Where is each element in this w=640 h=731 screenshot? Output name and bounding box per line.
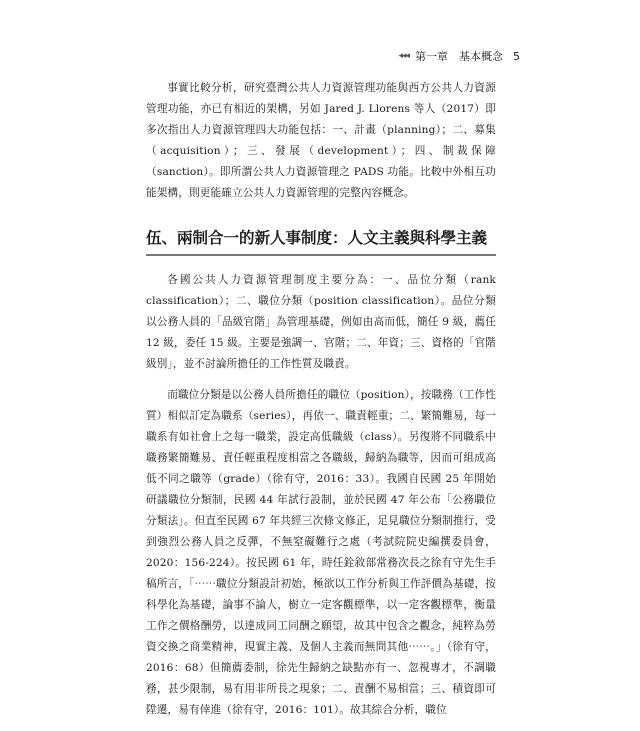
page-number: 5	[513, 49, 520, 63]
running-header	[398, 48, 520, 64]
intro-paragraph: 事實比較分析，研究臺灣公共人力資源管理功能與西方公共人力資源管理功能，亦已有相近的架構，另如 Jared J. Llorens 等人（2017）即多次指出人力資源管理四大功能包括：一、計畫（planning）；二、募集（acquisition）；三、發展（development）；四、制裁保障（sanction）。即所謂公共人力資源管理之 PADS 功能。比較中外相互功能架構，則更能確立公共人力資源管理的完整內容概念。	[146, 82, 496, 199]
body-paragraph-2: 而職位分類是以公務人員所擔任的職位（position），按職務（工作性質）相似訂定為職系（series），再依一、職責輕重；二、繁簡難易，每一職系有如社會上之每一職業，設定高低職級（class）。另復將不同職系中職務繁簡難易、責任輕重程度相當之各職級，歸納為職等，因而可組成高低不同之職等（grade）（徐有守，2016：33）。我國自民國 25 年開始研議職位分類制，民國 44 年試行設制，並於民國 47 年公布「公務職位分類法」。但直至民國 67 年共經三次條文修正，足見職位分類制推行，受到強烈公務人員之反彈，不無窒礙難行之處（考試院院史編撰委員會，2020：156-224）。按民國 61 年，時任銓敘部常務次長之徐有守先生手稿所言，「⋯⋯職位分類設計初始，極欲以工作分析與工作評價為基礎，按科學化為基礎，論事不論人，樹立一定客觀標準，以一定客觀標準，衡量工作之價格酬勞，以達成同工同酬之願望，故其中包含之觀念，純粹為勞資交換之商業精神，現實主義、及個人主義而無問其他⋯⋯。」（徐有守，2016：68）但簡薦委制，徐先生歸納之缺點亦有一、忽視專才，不調職務，甚少限制，易有用非所長之現象；二、責酬不易相當；三、積資即可陞遷，易有倖進（徐有守，2016：101）。故其綜合分析，職位	[146, 389, 496, 716]
page-body	[146, 78, 496, 731]
body-paragraph-1: 各國公共人力資源管理制度主要分為：一、品位分類（rank classification）；二、職位分類（position classification）。品位分類以公務人員的「品級官階」為管理基礎，例如由高而低，簡任 9 級，薦任 12 級，委任 15 級。主要是強調一、官階；二、年資；三、資格的「官階級別」，並不討論所擔任的工作性質及職責。	[146, 274, 496, 370]
triple-arrow-icon: ◂◂◂	[398, 51, 409, 61]
chapter-title: 第一章 基本概念	[415, 50, 503, 63]
section-heading: 伍、兩制合一的新人事制度：人文主義與科學主義	[146, 226, 496, 256]
